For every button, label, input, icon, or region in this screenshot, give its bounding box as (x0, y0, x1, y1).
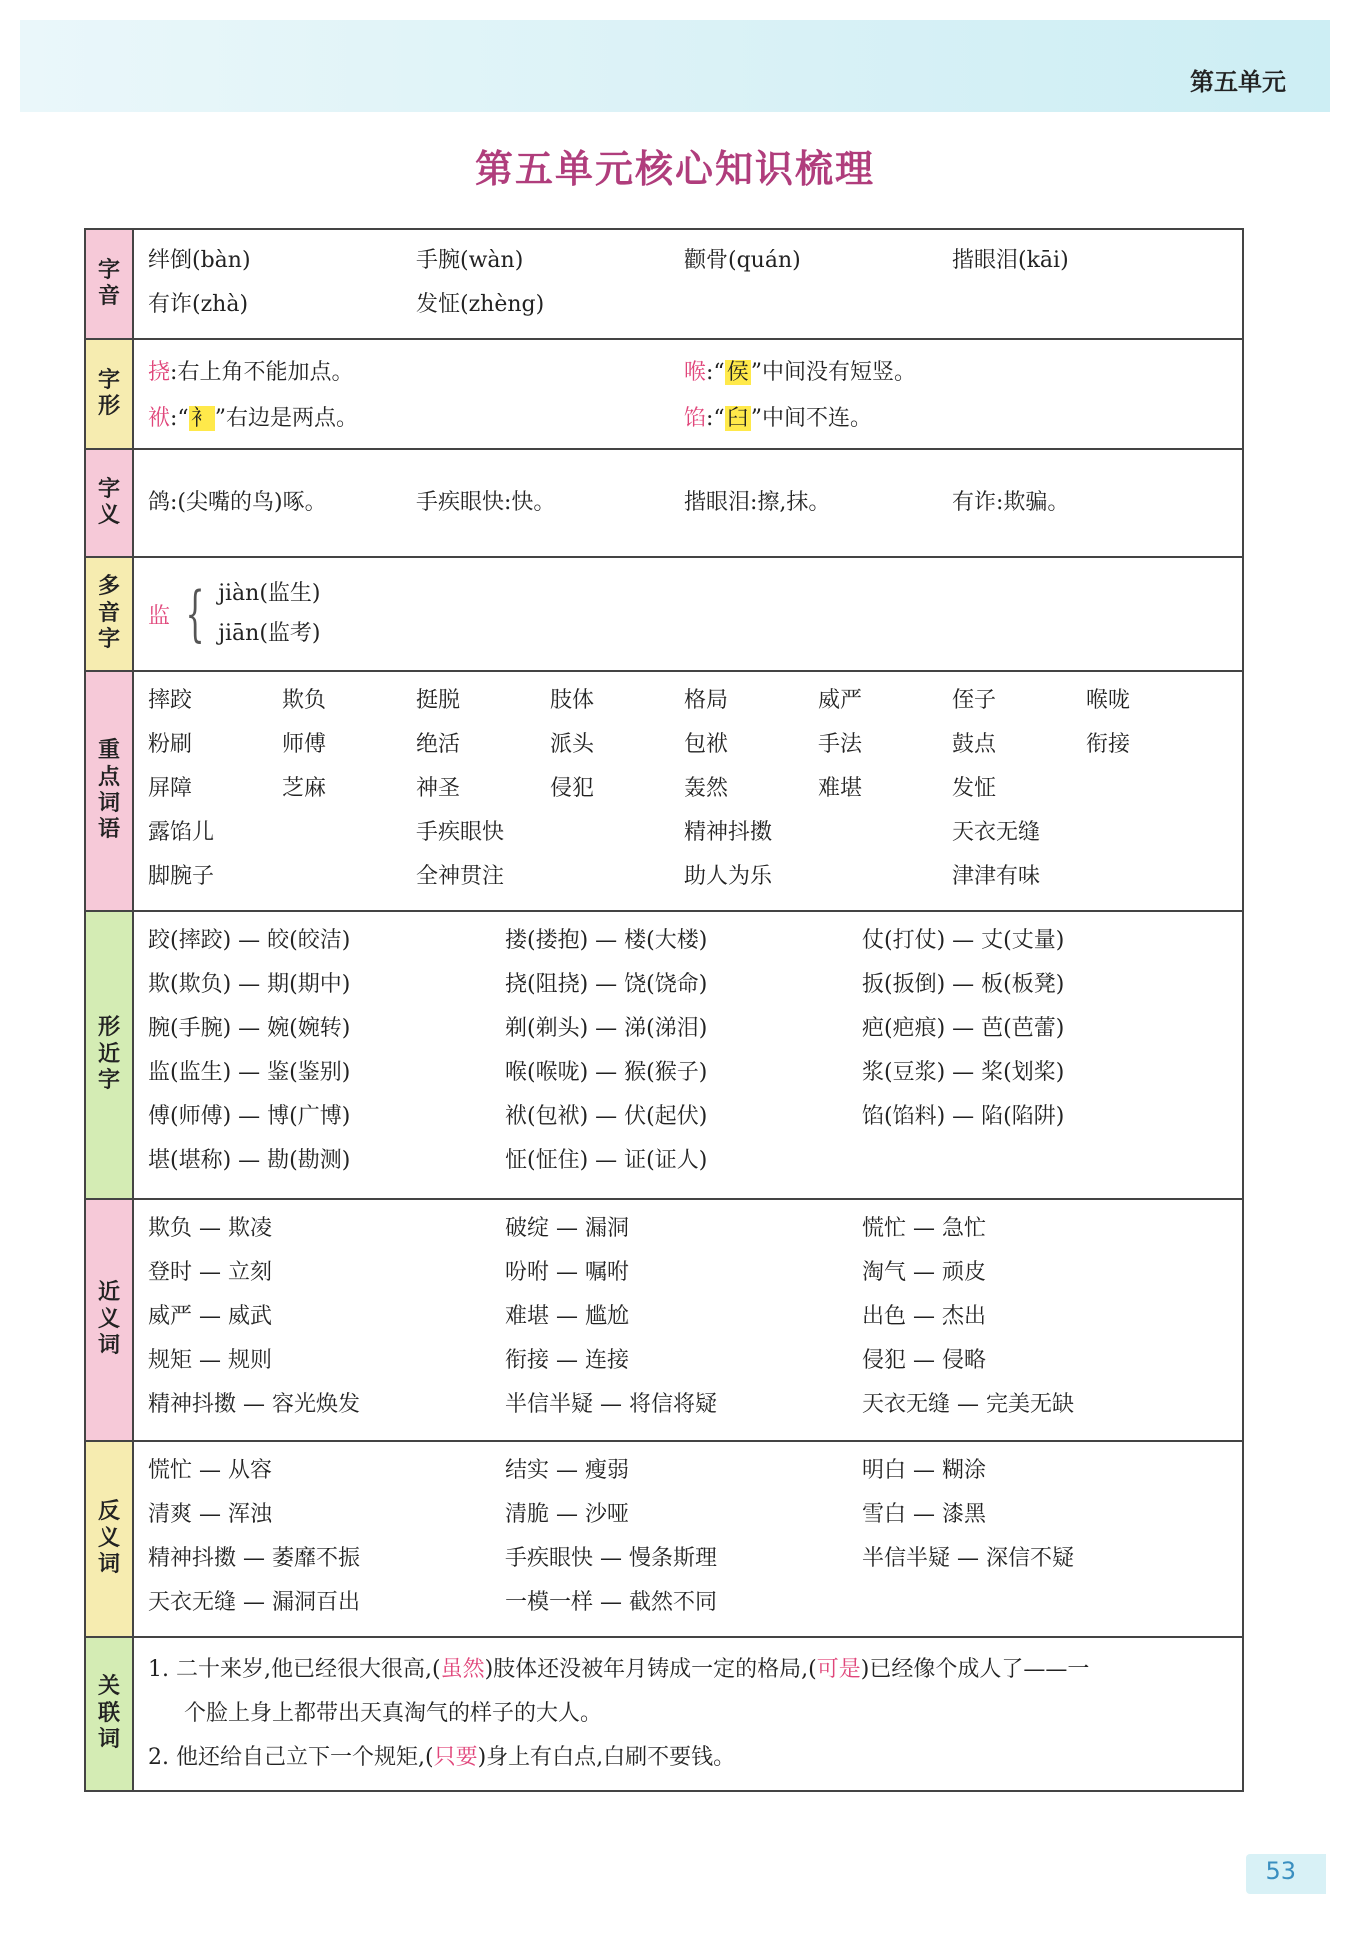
word: 难堪 (818, 776, 863, 801)
content-jinyi (134, 1200, 1242, 1440)
polyphone-char: 监 (148, 603, 171, 629)
word: 鼓点 (952, 732, 997, 757)
header-band (20, 20, 1330, 112)
polyphone-option: jiān(监考) (218, 621, 321, 646)
label-ziyin: 字 音 (86, 230, 134, 338)
jinyi-item: 破绽 — 漏洞 (505, 1216, 629, 1241)
word: 芝麻 (282, 776, 327, 801)
jinyi-item: 难堪 — 尴尬 (505, 1304, 629, 1329)
content-zhongdian (134, 672, 1242, 910)
jinyi-item: 侵犯 — 侵略 (862, 1348, 986, 1373)
guanlian-sentence-1-cont: 个脸上身上都带出天真淘气的样子的大人。 (184, 1701, 603, 1726)
jinyi-item: 登时 — 立刻 (148, 1260, 272, 1285)
content-duoyinzi (134, 558, 1242, 670)
ziyin-item: 绊倒(bàn) (148, 248, 251, 273)
word: 绝活 (416, 732, 461, 757)
word: 全神贯注 (416, 864, 505, 889)
word: 格局 (684, 688, 729, 713)
word: 喉咙 (1086, 688, 1131, 713)
fanyi-item: 清脆 — 沙哑 (505, 1502, 629, 1527)
word: 挺脱 (416, 688, 461, 713)
ziyin-item: 发怔(zhèng) (416, 292, 545, 317)
row-ziyin (86, 230, 1242, 338)
word: 师傅 (282, 732, 327, 757)
word: 露馅儿 (148, 820, 215, 845)
word: 欺负 (282, 688, 327, 713)
label-xingjin: 形 近 字 (86, 912, 134, 1198)
ziyin-item: 颧骨(quán) (684, 248, 801, 273)
word: 衔接 (1086, 732, 1131, 757)
word: 天衣无缝 (952, 820, 1041, 845)
jinyi-item: 半信半疑 — 将信将疑 (505, 1392, 717, 1417)
label-fanyi: 反 义 词 (86, 1442, 134, 1636)
fanyi-item: 一模一样 — 截然不同 (505, 1590, 717, 1615)
xingjin-item: 堪(堪称) — 勘(勘测) (148, 1148, 351, 1173)
fanyi-item: 天衣无缝 — 漏洞百出 (148, 1590, 360, 1615)
word: 粉刷 (148, 732, 193, 757)
word: 精神抖擞 (684, 820, 773, 845)
fanyi-item: 雪白 — 漆黑 (862, 1502, 986, 1527)
zixing-item: 挠:右上角不能加点。 (148, 360, 354, 385)
fanyi-item: 半信半疑 — 深信不疑 (862, 1546, 1074, 1571)
xingjin-item: 剃(剃头) — 涕(涕泪) (505, 1016, 708, 1041)
page-title: 第五单元核心知识梳理 (474, 147, 875, 191)
label-guanlian: 关 联 词 (86, 1638, 134, 1790)
word: 侵犯 (550, 776, 595, 801)
xingjin-item: 浆(豆浆) — 桨(划桨) (862, 1060, 1065, 1085)
ziyi-item: 揩眼泪:擦,抹。 (684, 490, 831, 515)
zixing-item: 袱:“衤”右边是两点。 (148, 406, 358, 431)
ziyin-item: 有诈(zhà) (148, 292, 249, 317)
word: 屏障 (148, 776, 193, 801)
content-zixing (134, 340, 1242, 448)
word: 发怔 (952, 776, 997, 801)
row-duoyinzi (86, 556, 1242, 670)
word: 威严 (818, 688, 863, 713)
fanyi-item (862, 1586, 1219, 1620)
word (1086, 772, 1220, 806)
fanyi-item: 慌忙 — 从容 (148, 1458, 272, 1483)
xingjin-item: 喉(喉咙) — 猴(猴子) (505, 1060, 708, 1085)
row-jinyi (86, 1198, 1242, 1440)
label-zhongdian: 重 点 词 语 (86, 672, 134, 910)
jinyi-item: 吩咐 — 嘱咐 (505, 1260, 629, 1285)
word: 助人为乐 (684, 864, 773, 889)
row-fanyi (86, 1440, 1242, 1636)
jinyi-item: 规矩 — 规则 (148, 1348, 272, 1373)
xingjin-item: 腕(手腕) — 婉(婉转) (148, 1016, 351, 1041)
content-xingjin (134, 912, 1242, 1198)
word: 派头 (550, 732, 595, 757)
jinyi-item: 出色 — 杰出 (862, 1304, 986, 1329)
jinyi-item: 精神抖擞 — 容光焕发 (148, 1392, 360, 1417)
row-zixing (86, 338, 1242, 448)
word: 神圣 (416, 776, 461, 801)
xingjin-item: 搂(搂抱) — 楼(大楼) (505, 928, 708, 953)
label-duoyinzi: 多 音 字 (86, 558, 134, 670)
xingjin-item: 欺(欺负) — 期(期中) (148, 972, 351, 997)
unit-label: 第五单元 (1190, 68, 1286, 96)
knowledge-table (84, 228, 1244, 1792)
xingjin-item: 袱(包袱) — 伏(起伏) (505, 1104, 708, 1129)
jinyi-item: 天衣无缝 — 完美无缺 (862, 1392, 1074, 1417)
word: 摔跤 (148, 688, 193, 713)
word: 包袱 (684, 732, 729, 757)
xingjin-item: 怔(怔住) — 证(证人) (505, 1148, 708, 1173)
content-ziyin (134, 230, 1242, 338)
word: 轰然 (684, 776, 729, 801)
xingjin-item: 疤(疤痕) — 芭(芭蕾) (862, 1016, 1065, 1041)
fanyi-item: 清爽 — 浑浊 (148, 1502, 272, 1527)
content-guanlian (134, 1638, 1242, 1790)
xingjin-item: 仗(打仗) — 丈(丈量) (862, 928, 1065, 953)
word: 津津有味 (952, 864, 1041, 889)
label-zixing: 字 形 (86, 340, 134, 448)
guanlian-sentence-1: 1. 二十来岁,他已经很大很高,(虽然)肢体还没被年月铸成一定的格局,(可是)已经像个成人了——一 (148, 1657, 1090, 1682)
jinyi-item: 威严 — 威武 (148, 1304, 272, 1329)
xingjin-item: 跤(摔跤) — 皎(皎洁) (148, 928, 351, 953)
xingjin-item: 挠(阻挠) — 饶(饶命) (505, 972, 708, 997)
brace: { (185, 579, 205, 649)
content-ziyi (134, 450, 1242, 556)
jinyi-item: 衔接 — 连接 (505, 1348, 629, 1373)
row-guanlian (86, 1636, 1242, 1790)
word: 肢体 (550, 688, 595, 713)
word: 手疾眼快 (416, 820, 505, 845)
fanyi-item: 精神抖擞 — 萎靡不振 (148, 1546, 360, 1571)
word: 脚腕子 (148, 864, 215, 889)
word: 手法 (818, 732, 863, 757)
ziyin-item: 手腕(wàn) (416, 248, 524, 273)
ziyi-item: 鸽:(尖嘴的鸟)啄。 (148, 490, 327, 515)
polyphone-option: jiàn(监生) (218, 581, 321, 606)
xingjin-item: 馅(馅料) — 陷(陷阱) (862, 1104, 1065, 1129)
xingjin-item: 扳(扳倒) — 板(板凳) (862, 972, 1065, 997)
zixing-item: 喉:“侯”中间没有短竖。 (684, 360, 916, 385)
guanlian-sentence-2: 2. 他还给自己立下一个规矩,(只要)身上有白点,白刷不要钱。 (148, 1745, 736, 1770)
page-number: 53 (1265, 1857, 1296, 1885)
row-xingjin (86, 910, 1242, 1198)
fanyi-item: 结实 — 瘦弱 (505, 1458, 629, 1483)
fanyi-item: 明白 — 糊涂 (862, 1458, 986, 1483)
xingjin-item: 傅(师傅) — 博(广博) (148, 1104, 351, 1129)
row-ziyi (86, 448, 1242, 556)
jinyi-item: 慌忙 — 急忙 (862, 1216, 986, 1241)
label-jinyi: 近 义 词 (86, 1200, 134, 1440)
fanyi-item: 手疾眼快 — 慢条斯理 (505, 1546, 717, 1571)
label-ziyi: 字 义 (86, 450, 134, 556)
ziyi-item: 有诈:欺骗。 (952, 490, 1070, 515)
content-fanyi (134, 1442, 1242, 1636)
xingjin-item (862, 1144, 1219, 1178)
ziyin-item: 揩眼泪(kāi) (952, 248, 1069, 273)
row-zhongdian (86, 670, 1242, 910)
xingjin-item: 监(监生) — 鉴(鉴别) (148, 1060, 351, 1085)
word: 侄子 (952, 688, 997, 713)
ziyi-item: 手疾眼快:快。 (416, 490, 556, 515)
jinyi-item: 欺负 — 欺凌 (148, 1216, 272, 1241)
zixing-item: 馅:“臼”中间不连。 (684, 406, 872, 431)
jinyi-item: 淘气 — 顽皮 (862, 1260, 986, 1285)
